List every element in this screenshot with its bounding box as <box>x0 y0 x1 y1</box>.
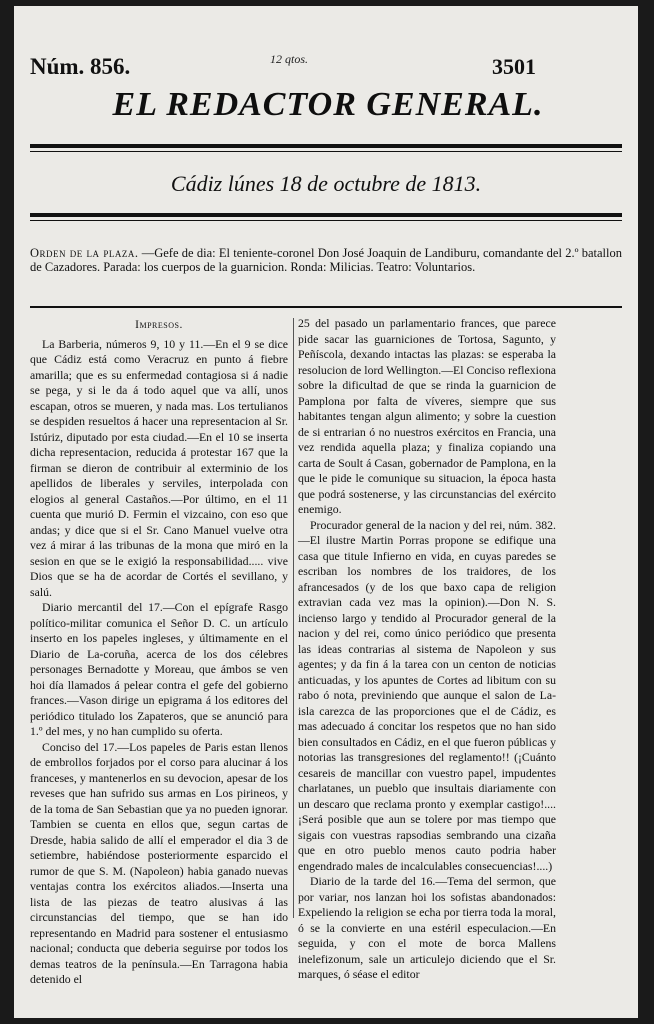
dateline: Cádiz lúnes 18 de octubre de 1813. <box>170 171 482 196</box>
newspaper-title: EL REDACTOR GENERAL. <box>112 86 544 123</box>
paragraph: 25 del pasado un parlamentario frances, que parece pide sacar las guarniciones de Tortosa, Sagunto, y Peñíscola, dexando intactas las plazas: se esperaba la resolucion de lord Wellington.—El Conciso reflexiona sobre la dificultad de que se rinda la guarnicion de Pamplona por falta de víveres, siempre que sus habitantes tengan algun alimento; y sobre la cuestion de si entrarian ó no nuestros exércitos en Francia, una vez rendida aquella plaza; y finaliza copiando una carta de Soult á Casan, gobernador de Pamplona, en la que le pide le comunique su situacion, la época hasta que podrá sostenerse, y las circunstancias del exército enemigo. <box>298 316 556 516</box>
right-column <box>298 316 556 983</box>
rule-top-thin <box>30 151 622 152</box>
rule-top-thick <box>30 144 622 148</box>
rule-mid-thick <box>30 213 622 217</box>
orden-text: —Gefe de dia: El teniente-coronel Don José Joaquin de Landiburu, comandante del 2.º batallon de Cazadores. Parada: los cuerpos de la guarnicion. Ronda: Milicias. Teatro: Voluntarios. <box>30 246 622 274</box>
paragraph: Diario mercantil del 17.—Con el epígrafe Rasgo político-militar comunica el Señor D. C. un artículo inserto en los papeles ingleses, y últimamente en el Diario de La-coruña, acerca de los dos célebres personages Bernadotte y Moreau, que ámbos se ven hoi día llamados á pelear contra el gefe del gobierno frances.—Vason dirige un epigrama á los editores del periódico titulado los Zapateros, que se anunció para 1.º del mes, y no han cumplido su oferta. <box>30 600 288 738</box>
price: 12 qtos. <box>270 52 309 66</box>
paragraph: La Barberia, números 9, 10 y 11.—En el 9 se dice que Cádiz está como Veracruz en punto á fiebre amarilla; que es su enfermedad contagiosa si á nadie se pega, y si le da á todo aquel que va allí, unos escapan, otros se mueren, y nada mas. Los tertulianos se despiden resueltos á hacer una representacion al Sr. Istúriz, diputado por esta ciudad.—En el 10 se inserta dicha representacion, reducida á protestar 167 que la firman se dieron de contribuir al exterminio de los apellidos de liberales y serviles, interpolada con elogios al general Castaños.—Por último, en el 11 cuenta que murió D. Fermin el vizcaino, con eso que andas; y dice que si el Sr. Cano Manuel vuelve otra vez á mirar á las tribunas de la mona que miró en la sesion en que se le exigió la responsabilidad..... vive Dios que se ha de acordar de Cortés el sevillano, y salú. <box>30 336 288 599</box>
paragraph: Procurador general de la nacion y del rei, núm. 382.—El ilustre Martin Porras propone se edifique una casa que titule Infierno en vida, en cuyas paredes se escriban los nombres de los traidores, de los afrancesados (y de los que baxo capa de religion extravian cada vez mas la opinion).—Don N. S. incienso largo y tendido al Procurador general de la nacion y del rei, como único periódico que presenta las ideas contrarias al sistema de Napoleon y sus agentes; y da fin á la tarea con un centon de noticias anticuadas, y los apuntes de Cortes ad libitum con su rabo ó nota, previniendo que aunque el salon de La-isla carezca de las proporciones que el de Cádiz, es mas adecuado á concitar los respetos que no han sido bien consultados en Cádiz, en el que fueron públicas y notorias las transgresiones del reglamento!! (¡Cuánto cesareis de mancillar con vuestro papel, impudentes charlatanes, un pueblo que insultais diariamente con un descaro que reclama pronto y exemplar castigo!.... ¡Será posible que aun se tolere por mas tiempo que sigais con vuestras rapsodias sembrando una cizaña que en otro pueblo menos cauto podria haber engendrado males de incalculables consecuencias!....) <box>298 517 556 873</box>
rule-section <box>30 306 622 308</box>
issue-number: Núm. 856. <box>30 54 131 79</box>
left-column <box>30 318 288 988</box>
sheet-number: 3501 <box>492 54 536 79</box>
orden-label: Orden de la plaza. <box>30 246 139 260</box>
orden-de-la-plaza <box>30 246 622 274</box>
rule-mid-thin <box>30 220 622 221</box>
paragraph: Conciso del 17.—Los papeles de Paris estan llenos de embrollos forjados por el corso para alucinar á los franceses, y mantenerlos en su devocion, apesar de los reveses que han sufrido sus armas en Los pirineos, y de la toma de San Sebastian que ya no pueden ignorar. Tambien se cuenta en ellos que, segun cartas de Dresde, habia salido de allí el emperador el dia 3 de setiembre, habiéndose posteriormente esparcido el rumor de que S. M. (Napoleon) habia ganado nuevas ventajas contra los exércitos aliados.—Inserta una lista de las piezas de teatro alusivas á las circunstancias del tiempo, que se han ido representando en Madrid para sostener el entusiasmo nacional; conducta que deberia seguirse por todos los demas teatros de la península.—En Tarragona habia detenido el <box>30 739 288 986</box>
section-heading: Impresos. <box>135 319 183 331</box>
paragraph: Diario de la tarde del 16.—Tema del sermon, que por variar, nos lanzan hoi los sofistas abandonados: Expeliendo la religion se echa por tierra toda la moral, ó se la convierte en una estéril especulacion.—En seguida, y con el mote de borca Mallens inelefizonum, sale un articulejo diciendo que el Sr. marques, ó séase el editor <box>298 874 556 981</box>
newspaper-page <box>14 6 638 1018</box>
column-divider <box>293 318 294 918</box>
